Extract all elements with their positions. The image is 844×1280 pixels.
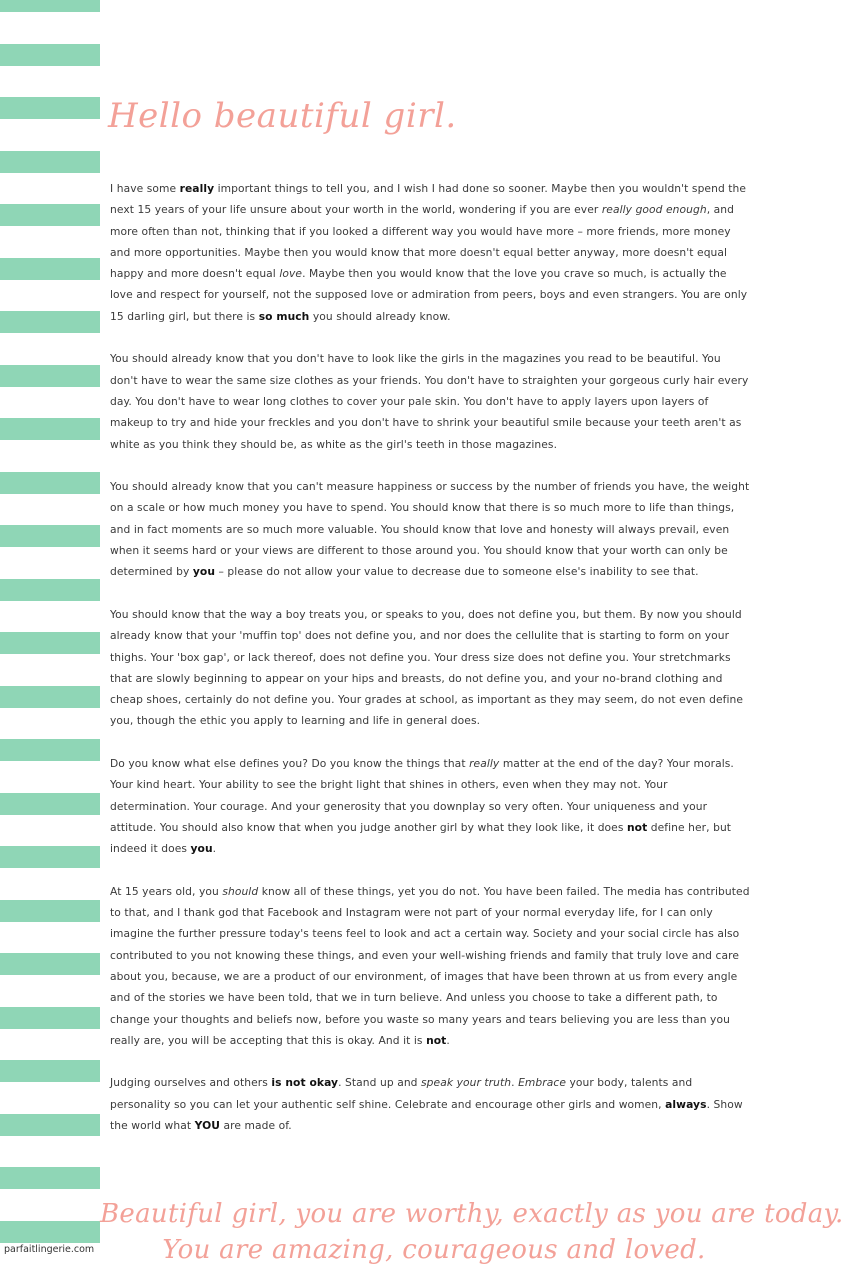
stripe-bar	[0, 472, 100, 494]
italic-text: really good enough	[601, 203, 707, 217]
text-run: – please do not allow your value to decrease due to someone else's inability to see that.	[215, 565, 699, 579]
text-run: You should already know that you can't measure happiness or success by the number of friends you have, the weight on a scale or how much money you have to spend. You should know that there is so much more to life than things, and in fact moments are so much more valuable. You should know that love and honesty will always prevail, even when it seems hard or your views are different to those around you. You should know that your worth can only be determined by	[110, 480, 750, 579]
emphasis-text: so much	[258, 309, 310, 323]
letter-paragraph	[110, 604, 750, 732]
stripe-bar	[0, 258, 100, 280]
emphasis-text: always	[665, 1097, 707, 1111]
text-run: Do you know what else defines you? Do you know the things that	[110, 757, 470, 771]
stripe-bar	[0, 0, 100, 12]
text-run: . Maybe then you would know that the love you crave so much, is actually the love and respect for yourself, not the supposed love or admiration from peers, boys and even strangers. You are only 15 darling girl, but there is	[110, 267, 748, 323]
text-run: .	[511, 1076, 519, 1090]
page-title: Hello beautiful girl.	[108, 96, 457, 136]
letter-paragraph	[110, 476, 750, 582]
emphasis-text: not	[626, 820, 648, 834]
decorative-stripes	[0, 0, 100, 1280]
text-run: . Stand up and	[338, 1076, 422, 1090]
emphasis-text: YOU	[194, 1119, 220, 1133]
closing-message	[100, 1196, 844, 1268]
stripe-bar	[0, 44, 100, 66]
emphasis-text: you	[190, 842, 213, 856]
letter-paragraph	[110, 1072, 750, 1136]
italic-text: should	[222, 884, 259, 898]
text-run: are made of.	[220, 1119, 292, 1133]
text-run: , and more often than not, thinking that if you looked a different way you would have more – more friends, more money and more opportunities. Maybe then you would know that more doesn't equal better anyway, more doesn't equal happy and more doesn't equal	[110, 203, 735, 281]
italic-text: Embrace	[518, 1076, 566, 1090]
text-run: define her, but indeed it does	[110, 820, 732, 856]
text-run: matter at the end of the day? Your morals. Your kind heart. Your ability to see the bright light that shines in others, even when they may not. Your determination. Your courage. And your generosity that you downplay so very often. Your uniqueness and your attitude. You should also know that when you judge another girl by what they look like, it does	[110, 757, 734, 834]
stripe-bar	[0, 204, 100, 226]
closing-line-1: Beautiful girl, you are worthy, exactly as you are today.	[100, 1199, 844, 1229]
text-run: I have some	[110, 182, 180, 195]
stripe-bar	[0, 311, 100, 333]
stripe-bar	[0, 97, 100, 119]
stripe-bar	[0, 1167, 100, 1189]
letter-paragraph	[110, 178, 750, 327]
text-run: .	[446, 1033, 450, 1047]
italic-text: really	[469, 757, 500, 771]
stripe-bar	[0, 151, 100, 173]
text-run: know all of these things, yet you do not. You have been failed. The media has contributed to that, and I thank god that Facebook and Instagram were not part of your normal everyday life, for I can only imagine the further pressure today's teens feel to look and act a certain way. Society and your social circle has also contributed to you not knowing these things, and even your well-wishing friends and family that truly love and care about you, because, we are a product of our environment, of images that have been thrown at us from every angle and of the stories we have been told, that we in turn believe. And unless you choose to take a different path, to change your thoughts and beliefs now, before you waste so many years and tears believing you are less than you really are, you will be accepting that this is okay. And it is	[110, 884, 750, 1047]
stripe-bar	[0, 846, 100, 868]
italic-text: speak your truth	[421, 1076, 512, 1090]
text-run: At 15 years old, you	[110, 884, 223, 898]
stripe-bar	[0, 793, 100, 815]
text-run: important things to tell you, and I wish I had done so sooner. Maybe then you wouldn't spend the next 15 years of your life unsure about your worth in the world, wondering if you are ever	[110, 182, 747, 217]
stripe-bar	[0, 686, 100, 708]
stripe-bar	[0, 1114, 100, 1136]
source-credit: parfaitlingerie.com	[4, 1244, 95, 1255]
letter-paragraph	[110, 753, 750, 859]
text-run: You should know that the way a boy treats you, or speaks to you, does not define you, but them. By now you should already know that your 'muffin top' does not define you, and nor does the cellulite that is starting to form on your thighs. Your 'box gap', or lack thereof, does not define you. Your dress size does not define you. Your stretchmarks that are slowly beginning to appear on your hips and breasts, do not define you, and your no-brand clothing and cheap shoes, certainly do not define you. Your grades at school, as important as they may seem, do not even define you, though the ethic you apply to learning and life in general does.	[110, 607, 744, 728]
stripe-bar	[0, 579, 100, 601]
closing-line-2: You are amazing, courageous and loved.	[162, 1235, 706, 1265]
stripe-bar	[0, 900, 100, 922]
stripe-bar	[0, 365, 100, 387]
text-run: .	[212, 842, 217, 856]
stripe-bar	[0, 739, 100, 761]
stripe-bar	[0, 953, 100, 975]
letter-body	[110, 178, 750, 1158]
text-run: . Show the world what	[110, 1097, 743, 1133]
emphasis-text: is not okay	[271, 1076, 339, 1090]
emphasis-text: not	[426, 1033, 447, 1047]
italic-text: love	[279, 267, 303, 281]
stripe-bar	[0, 1221, 100, 1243]
stripe-bar	[0, 525, 100, 547]
stripe-bar	[0, 418, 100, 440]
text-run: Judging ourselves and others	[110, 1076, 272, 1090]
emphasis-text: you	[192, 565, 216, 579]
emphasis-text: really	[179, 182, 215, 195]
stripe-bar	[0, 632, 100, 654]
text-run: you should already know.	[309, 309, 451, 323]
text-run: your body, talents and personality so you can let your authentic self shine. Celebrate and encourage other girls and women,	[110, 1076, 693, 1111]
text-run: You should already know that you don't have to look like the girls in the magazines you read to be beautiful. You don't have to wear the same size clothes as your friends. You don't have to straighten your gorgeous curly hair every day. You don't have to wear long clothes to cover your pale skin. You don't have to apply layers upon layers of makeup to try and hide your freckles and you don't have to shrink your beautiful smile because your teeth aren't as white as you think they should be, as white as the girl's teeth in those magazines.	[110, 352, 749, 451]
letter-paragraph	[110, 881, 750, 1051]
stripe-bar	[0, 1060, 100, 1082]
letter-paragraph	[110, 348, 750, 454]
stripe-bar	[0, 1007, 100, 1029]
